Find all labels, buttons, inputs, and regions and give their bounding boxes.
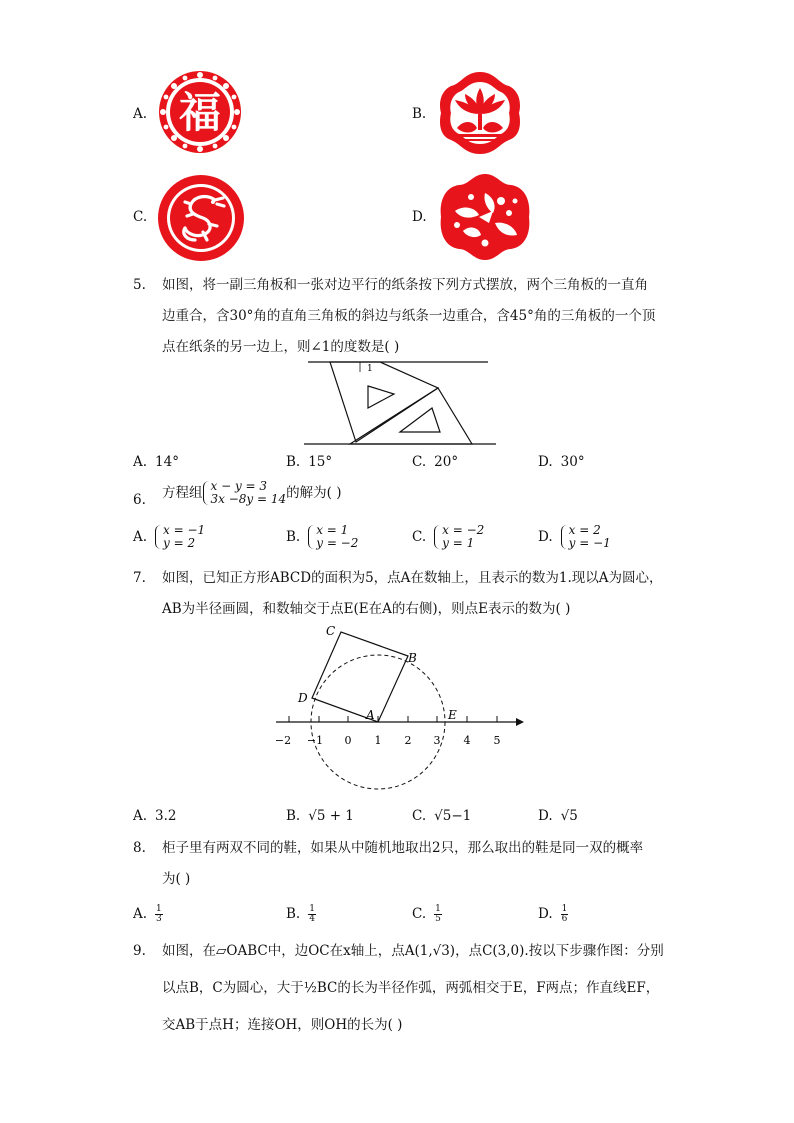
option-eq1: x = 1 xyxy=(316,523,349,537)
denominator: 3 xyxy=(156,914,162,924)
option-label: B. xyxy=(412,106,427,122)
option-label: C. xyxy=(412,454,427,470)
q8-option-c[interactable] xyxy=(412,904,442,924)
option-eq1: x = 2 xyxy=(568,523,601,537)
option-label: D. xyxy=(538,906,553,922)
option-text: 30° xyxy=(560,454,585,470)
option-label: A. xyxy=(133,454,148,470)
question-text: 如图，将一副三角板和一张对边平行的纸条按下列方式摆放，两个三角板的一直角 xyxy=(162,277,648,293)
point-label-a: A xyxy=(366,708,375,722)
tick-label: 0 xyxy=(344,734,352,747)
lotus-fish-paper-cut-icon xyxy=(437,70,523,156)
option-text: √5 + 1 xyxy=(308,808,354,824)
q8-option-d[interactable] xyxy=(538,904,568,924)
question-text: 以点B，C为圆心，大于½BC的长为半径作弧，两弧相交于E，F两点；作直线EF， xyxy=(162,980,660,996)
dragon-paper-cut-icon xyxy=(157,174,245,262)
q7-option-a[interactable] xyxy=(133,806,177,826)
option-text: √5 xyxy=(560,808,578,824)
point-label-d: D xyxy=(298,691,308,705)
question-number: 6. xyxy=(133,492,146,508)
question-text xyxy=(162,480,341,506)
q5-option-d[interactable] xyxy=(538,452,585,472)
q7-option-c[interactable] xyxy=(412,806,471,826)
option-label: A. xyxy=(133,906,148,922)
tick-label: 4 xyxy=(463,734,471,747)
question-text: 如图，在▱OABC中，边OC在x轴上，点A(1,√3)，点C(3,0).按以下步骤作图：分别 xyxy=(162,943,664,959)
option-label: A. xyxy=(133,529,148,545)
q7-option-b[interactable] xyxy=(286,806,354,826)
angle-label: 1 xyxy=(367,364,373,374)
question-prefix: 方程组 xyxy=(162,485,203,501)
option-fraction xyxy=(434,905,442,924)
equation-1: x − y = 3 xyxy=(210,479,268,493)
option-label: B. xyxy=(286,906,301,922)
question-text: 柜子里有两双不同的鞋，如果从中随机地取出2只，那么取出的鞋是同一双的概率 xyxy=(162,840,644,856)
tick-label: −2 xyxy=(274,734,292,747)
q6-option-b[interactable] xyxy=(286,524,358,550)
option-eq2: y = −1 xyxy=(568,536,611,550)
q7-option-d[interactable] xyxy=(538,806,578,826)
tick-label: 2 xyxy=(404,734,412,747)
question-number: 9. xyxy=(133,943,146,959)
option-eq2: y = −2 xyxy=(316,536,359,550)
tick-label: 5 xyxy=(493,734,501,747)
q6-option-c[interactable] xyxy=(412,524,484,550)
option-eq1: x = −2 xyxy=(442,523,485,537)
option-equations xyxy=(561,524,611,550)
option-label: C. xyxy=(412,808,427,824)
numerator: 1 xyxy=(309,904,315,914)
equation-system xyxy=(203,480,287,506)
option-equations xyxy=(308,524,358,550)
option-text: √5−1 xyxy=(434,808,472,824)
q6-option-a[interactable] xyxy=(133,524,205,550)
option-equations xyxy=(155,524,205,550)
option-text: 3.2 xyxy=(155,808,177,824)
q8-option-a[interactable] xyxy=(133,904,163,924)
option-text: 14° xyxy=(155,454,179,470)
option-label: D. xyxy=(412,209,427,225)
numerator: 1 xyxy=(561,904,568,914)
denominator: 4 xyxy=(309,914,315,924)
question-text: 为( ) xyxy=(162,871,191,887)
option-equations xyxy=(434,524,484,550)
option-label: A. xyxy=(133,808,148,824)
option-label: B. xyxy=(286,529,301,545)
option-label: D. xyxy=(538,529,553,545)
option-text: 15° xyxy=(308,454,333,470)
question-text: 交AB于点H；连接OH，则OH的长为( ) xyxy=(162,1017,403,1033)
triangle-ruler-figure xyxy=(300,356,500,448)
fu-character-paper-cut-icon xyxy=(158,70,242,154)
q5-option-b[interactable] xyxy=(286,452,332,472)
bird-flower-paper-cut-icon xyxy=(435,171,535,263)
option-fraction xyxy=(155,905,163,924)
q6-option-d[interactable] xyxy=(538,524,611,550)
point-label-b: B xyxy=(408,651,417,665)
tick-label: 1 xyxy=(374,734,382,747)
question-text: 点在纸条的另一边上，则∠1的度数是( ) xyxy=(162,339,400,355)
denominator: 5 xyxy=(435,914,441,924)
option-eq2: y = 2 xyxy=(163,536,196,550)
question-text: AB为半径画圆，和数轴交于点E(E在A的右侧)，则点E表示的数为( ) xyxy=(162,601,571,617)
numerator: 1 xyxy=(435,904,441,914)
denominator: 6 xyxy=(561,914,568,924)
question-number: 8. xyxy=(133,840,146,856)
option-label: B. xyxy=(286,454,301,470)
numerator: 1 xyxy=(156,904,162,914)
fu-character: 福 xyxy=(178,88,222,137)
option-label: D. xyxy=(538,808,553,824)
tick-label: 3 xyxy=(433,734,441,747)
option-label: C. xyxy=(412,906,427,922)
option-eq2: y = 1 xyxy=(442,536,475,550)
option-label: C. xyxy=(133,209,148,225)
point-label-c: C xyxy=(326,624,336,638)
point-label-e: E xyxy=(448,708,457,722)
option-text: 20° xyxy=(434,454,459,470)
question-number: 5. xyxy=(133,277,146,293)
option-label: A. xyxy=(133,106,148,122)
question-text: 如图，已知正方形ABCD的面积为5，点A在数轴上，且表示的数为1.现以A为圆心， xyxy=(162,570,663,586)
option-fraction xyxy=(561,905,569,924)
option-fraction xyxy=(308,905,316,924)
square-circle-number-line-figure xyxy=(270,620,526,800)
equation-2: 3x −8y = 14 xyxy=(210,492,287,506)
question-text: 边重合，含30°角的直角三角板的斜边与纸条一边重合，含45°角的三角板的一个顶 xyxy=(162,308,656,324)
tick-label: −1 xyxy=(306,734,324,747)
q5-option-a[interactable] xyxy=(133,452,179,472)
option-eq1: x = −1 xyxy=(163,523,206,537)
question-number: 7. xyxy=(133,570,146,586)
option-label: B. xyxy=(286,808,301,824)
option-label: D. xyxy=(538,454,553,470)
q8-option-b[interactable] xyxy=(286,904,316,924)
question-suffix: 的解为( ) xyxy=(286,485,342,501)
option-label: C. xyxy=(412,529,427,545)
q5-option-c[interactable] xyxy=(412,452,458,472)
